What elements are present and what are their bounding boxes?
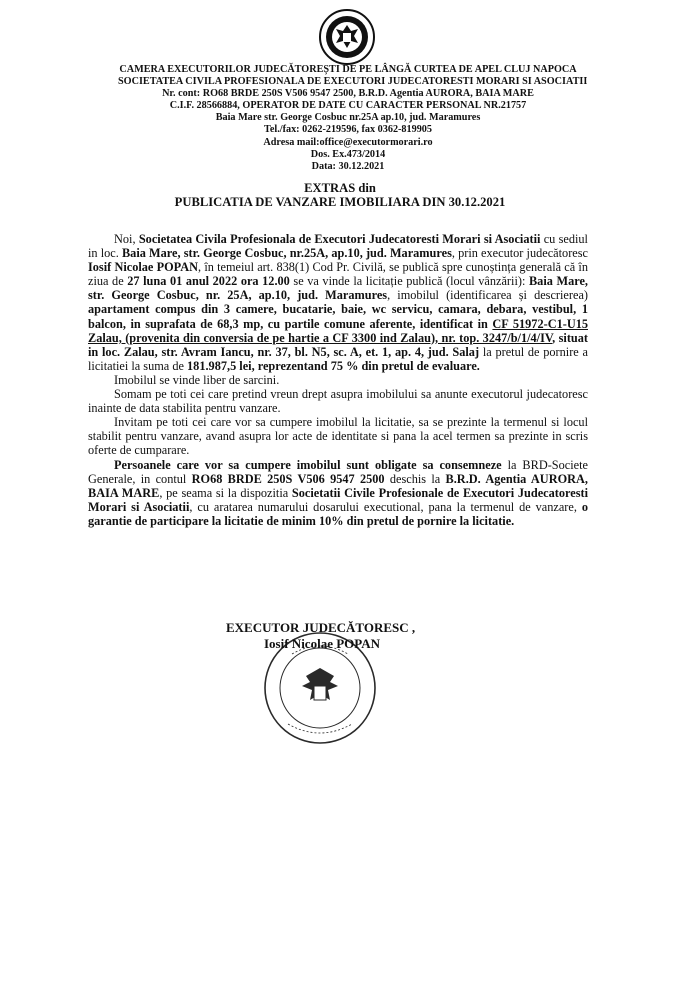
p5-text-1: la BRD-Societe Generale, in contul bbox=[88, 457, 588, 486]
header-line-date: Data: 30.12.2021 bbox=[311, 160, 385, 172]
p1-company-address: Baia Mare, str. George Cosbuc, nr.25A, ap.10, jud. Maramures bbox=[121, 246, 452, 261]
p1-text-3: , prin executor judecătoresc bbox=[451, 246, 588, 261]
paragraph-no-encumbrances: Imobilul se vinde liber de sarcini. bbox=[114, 372, 280, 387]
p5-guarantee-amount: o garantie de participare la licitatie de minim 10% din pretul de pornire la licitatie. bbox=[88, 499, 588, 528]
p1-text-2: cu sediul in loc. bbox=[88, 232, 588, 261]
p1-text-1: Noi, bbox=[114, 232, 139, 246]
p1-auction-place: Baia Mare, str. George Cosbuc, nr. 25A, ap.10, jud. Maramures bbox=[88, 274, 588, 303]
header-line-phone: Tel./fax: 0262-219596, fax 0362-819905 bbox=[264, 124, 432, 136]
header-line-company: SOCIETATEA CIVILA PROFESIONALA DE EXECUTORI JUDECATORESTI MORARI SI ASOCIATII bbox=[118, 76, 588, 88]
p5-text-4: , cu aratarea numarului dosarului executional, pana la termenul de vanzare, bbox=[189, 499, 582, 514]
header-line-cif: C.I.F. 28566884, OPERATOR DE DATE CU CARACTER PERSONAL NR.21757 bbox=[169, 100, 527, 112]
header-line-email: Adresa mail:office@executormorari.ro bbox=[263, 136, 433, 148]
signature-name: Iosif Nicolae POPAN bbox=[264, 636, 381, 651]
p1-text-7: la pretul de pornire a licitatiei la suma de bbox=[88, 344, 588, 373]
p5-text-2: deschis la bbox=[384, 471, 446, 486]
document-title bbox=[150, 181, 530, 209]
header-line-file-number: Dos. Ex.473/2014 bbox=[310, 148, 386, 160]
paragraph-invitation: Invitam pe toti cei care vor sa cumpere imobilul la licitatie, sa se prezinte la termenul si locul stabilit pentru vanzare, avand asupra lor acte de identitate si pana la acel termen sa prezinte in scris oferte de cumparare. bbox=[88, 415, 588, 458]
p5-company-name: Societatii Civile Profesionale de Executori Judecatoresti Morari si Asociatii bbox=[88, 485, 589, 514]
p5-text-3: , pe seama si la dispozitia bbox=[159, 485, 292, 500]
p5-account-number: RO68 BRDE 250S V506 9547 2500 bbox=[191, 471, 385, 486]
paragraph-guarantee bbox=[88, 458, 588, 528]
p1-property-description: apartament compus din 3 camere, bucatarie, baie, wc servicu, camara, debara, vestibul, 1 balcon, in suprafata de 68,3 mp, cu partile comune aferente, identificat in bbox=[88, 302, 588, 331]
p1-starting-price: 181.987,5 lei, reprezentand 75 % din pretul de evaluare. bbox=[187, 358, 480, 373]
institution-header bbox=[118, 64, 588, 173]
title-line-2: PUBLICATIA DE VANZARE IMOBILIARA DIN 30.12.2021 bbox=[174, 195, 506, 209]
p1-auction-date: 27 luna 01 anul 2022 ora 12.00 bbox=[127, 274, 290, 289]
paragraph-sale-details bbox=[88, 232, 588, 373]
signature-block bbox=[226, 620, 446, 652]
header-line-address: Baia Mare str. George Cosbuc nr.25A ap.10, jud. Maramures bbox=[215, 112, 481, 124]
coat-of-arms-seal-icon bbox=[318, 8, 376, 66]
p5-obligation: Persoanele care vor sa cumpere imobilul sunt obligate sa consemneze bbox=[114, 457, 502, 472]
p1-text-6: , imobilul (identificarea și descrierea) bbox=[387, 288, 588, 303]
document-body bbox=[88, 232, 588, 528]
paragraph-summons: Somam pe toti cei care pretind vreun drept asupra imobilului sa anunte executorul judecatoresc inainte de data stabilita pentru vanzare. bbox=[88, 387, 588, 416]
p1-text-4: , în temeiul art. 838(1) Cod Pr. Civilă, se publică spre cunoștința generală că în ziua de bbox=[88, 260, 588, 289]
p1-text-5: se va vinde la licitație publică (locul vânzării): bbox=[289, 274, 529, 289]
title-line-1: EXTRAS din bbox=[304, 181, 376, 195]
p1-company-name: Societatea Civila Profesionala de Executori Judecatoresti Morari si Asociatii bbox=[138, 232, 541, 246]
header-line-account: Nr. cont: RO68 BRDE 250S V506 9547 2500, B.R.D. Agentia AURORA, BAIA MARE bbox=[162, 88, 534, 100]
header-line-chamber: CAMERA EXECUTORILOR JUDECĂTOREȘTI DE PE LÂNGĂ CURTEA DE APEL CLUJ NAPOCA bbox=[119, 64, 577, 75]
signature-role: EXECUTOR JUDECĂTORESC , bbox=[226, 620, 416, 635]
p1-executor-name: Iosif Nicolae POPAN bbox=[88, 260, 199, 275]
p1-property-location: , situat in loc. Zalau, str. Avram Iancu, nr. 37, bl. N5, sc. A, et. 1, ap. 4, jud. Salaj bbox=[88, 330, 588, 359]
p1-land-registry: CF 51972-C1-U15 Zalau, (provenita din conversia de pe hartie a CF 3300 ind Zalau), nr. top. 3247/b/1/4/IV bbox=[88, 316, 588, 345]
p5-bank-agency: B.R.D. Agentia AURORA, BAIA MARE bbox=[88, 471, 588, 500]
